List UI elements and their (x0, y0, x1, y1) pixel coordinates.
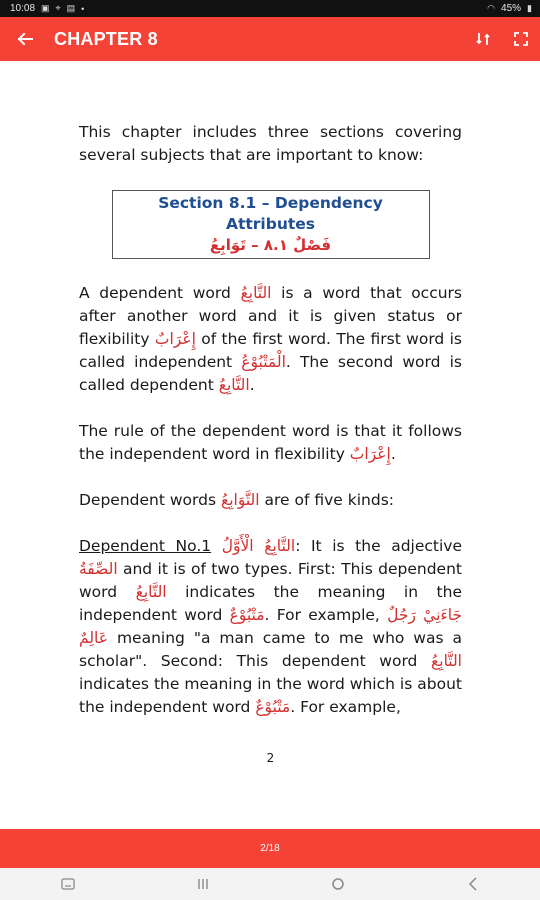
paragraph-dependent-1 (79, 535, 462, 719)
text-run: The rule of the dependent word is that it follows the independent word in flexibility (79, 422, 462, 463)
battery-level: 45% (501, 3, 522, 14)
chevron-left-icon (468, 877, 478, 891)
app-bar (0, 17, 540, 61)
status-bar (0, 0, 540, 17)
location-icon: ⌖ (55, 3, 61, 13)
arabic-term: إِعْرَابٌ (154, 330, 196, 348)
document-page (0, 61, 540, 829)
section-title: Section 8.1 – Dependency Attributes (158, 194, 383, 233)
back-button[interactable] (0, 17, 50, 61)
home-button[interactable] (308, 868, 368, 900)
status-left (10, 3, 84, 14)
arabic-term: التَّابِعُ (135, 583, 167, 601)
recents-button[interactable] (173, 868, 233, 900)
text-run: . For example, (290, 698, 401, 716)
nav-back-button[interactable] (443, 868, 503, 900)
arabic-example: جَاءَنِيْ رَجُلٌ عَالِمٌ (79, 606, 463, 647)
text-run: are of five kinds: (259, 491, 395, 509)
paragraph-rule (79, 420, 462, 466)
keyboard-icon (61, 878, 75, 890)
fullscreen-icon (514, 32, 528, 46)
status-time: 10:08 (10, 3, 36, 14)
text-run: . (390, 445, 396, 463)
recents-icon (197, 878, 209, 890)
keyboard-button[interactable] (38, 868, 98, 900)
text-run: indicates the meaning in the independent word (79, 583, 462, 624)
text-run: Dependent words (79, 491, 221, 509)
page-number: 2 (266, 751, 275, 765)
page-indicator-bar (0, 829, 540, 868)
text-run: A dependent word (79, 284, 241, 302)
battery-icon: ▮ (527, 3, 532, 13)
fullscreen-button[interactable] (502, 17, 540, 61)
arrow-left-icon (17, 31, 33, 47)
dot-icon: • (81, 3, 85, 14)
home-icon (331, 877, 345, 891)
arabic-term: التَّوَابِعُ (220, 491, 260, 509)
arabic-term: التَّابِعُ (240, 284, 272, 302)
arabic-term: الصِّفَةُ (79, 560, 118, 578)
page-title: CHAPTER 8 (54, 28, 158, 49)
text-run: is a word that occurs after another word and it is given status or flexibility (79, 284, 462, 348)
arabic-term: مَتْبُوْعٌ (229, 606, 265, 624)
text-run: of the first word. The first word is called independent (79, 330, 462, 371)
arabic-term: التَّابِعُ الْأَوَّلُ (221, 537, 296, 555)
text-run: : It is the adjective (295, 537, 462, 555)
notification-icon: ▤ (66, 3, 76, 13)
arabic-term: الْمَتْبُوْعُ (241, 353, 286, 371)
arabic-term: التَّابِعُ (218, 376, 250, 394)
page-indicator: 2/18 (260, 843, 280, 854)
swap-button[interactable] (464, 17, 502, 61)
text-run (211, 537, 222, 555)
subheading-dependent-1: Dependent No.1 (79, 537, 212, 555)
gallery-icon: ▣ (41, 3, 50, 13)
text-run: . The second word is called dependent (79, 353, 462, 394)
paragraph-kinds (79, 489, 462, 512)
text-run: . (249, 376, 255, 394)
arabic-term: التَّابِعُ (431, 652, 462, 670)
status-right (487, 3, 532, 14)
swap-icon (476, 32, 490, 46)
text-run: indicates the meaning in the word which is about the independent word (79, 675, 462, 716)
section-arabic-title: فَصْلٌ ٨.١ – تَوَابِعُ (209, 236, 332, 254)
text-run: . For example, (264, 606, 388, 624)
paragraph-definition (79, 282, 462, 397)
text-run: meaning "a man came to me who was a scholar". Second: This dependent word (79, 629, 462, 670)
app-actions (464, 17, 540, 61)
intro-paragraph: This chapter includes three sections covering several subjects that are important to know: (79, 123, 462, 164)
arabic-term: مَتْبُوْعٌ (255, 698, 291, 716)
section-heading-box (112, 190, 430, 259)
system-nav-bar (0, 868, 540, 900)
text-run: and it is of two types. First: This dependent word (79, 560, 462, 601)
arabic-term: إِعْرَابٌ (349, 445, 391, 463)
wifi-icon: ◠ (487, 3, 496, 13)
